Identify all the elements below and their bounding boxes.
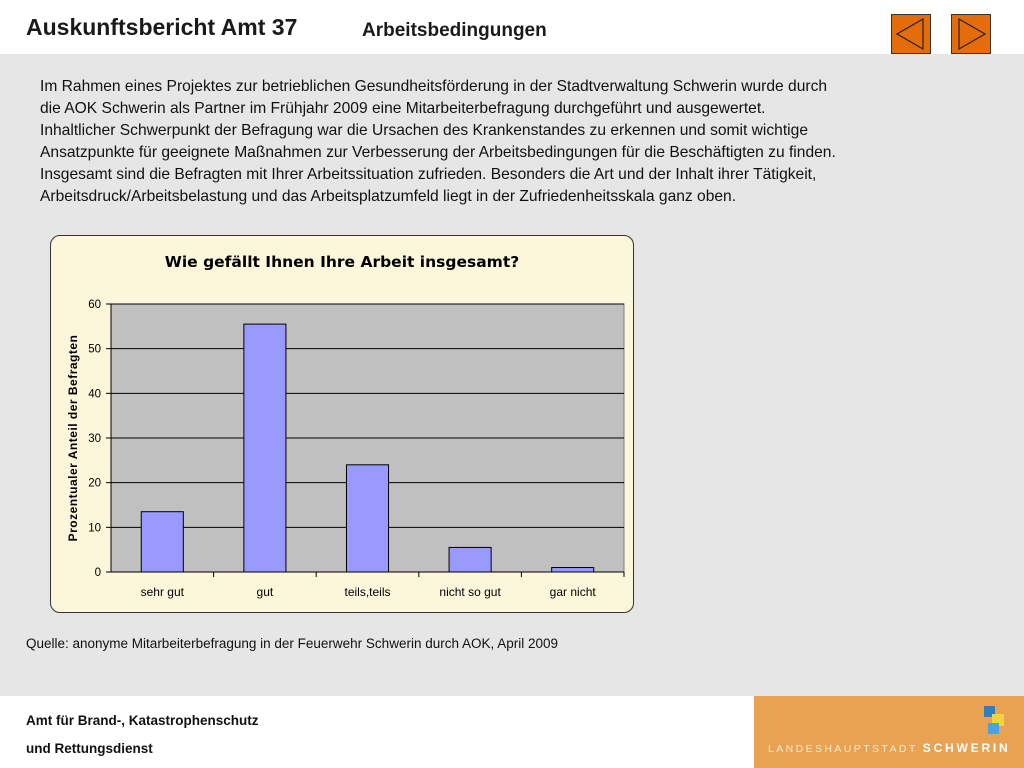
chart-container (50, 235, 634, 613)
page-title: Auskunftsbericht Amt 37 (26, 14, 298, 40)
footer-department-line2: und Rettungsdienst (26, 741, 153, 756)
arrow-left-icon (892, 15, 930, 53)
x-tick-label: sehr gut (140, 585, 184, 599)
intro-text (40, 76, 980, 208)
next-slide-button[interactable] (951, 14, 991, 54)
x-tick-label: gar nicht (549, 585, 596, 599)
page-subtitle: Arbeitsbedingungen (362, 20, 547, 41)
x-tick-label: teils,teils (344, 585, 391, 599)
intro-line: Arbeitsdruck/Arbeitsbelastung und das Arbeitsplatzumfeld liegt in der Zufriedenheitsskala ganz oben. (40, 188, 737, 205)
intro-line: Im Rahmen eines Projektes zur betrieblichen Gesundheitsförderung in der Stadtverwaltung Schwerin wurde durch (40, 78, 828, 95)
footer (0, 696, 1024, 768)
logo-squares-icon (980, 704, 1010, 738)
y-tick-label: 10 (88, 522, 101, 535)
bar (244, 324, 286, 572)
footer-department-line1: Amt für Brand-, Katastrophenschutz (26, 713, 259, 728)
logo-text (768, 741, 1011, 755)
x-tick-label: gut (256, 585, 274, 599)
bar-chart (51, 236, 633, 612)
intro-line: Inhaltlicher Schwerpunkt der Befragung war die Ursachen des Krankenstandes zu erkennen und somit wichtige (40, 122, 808, 139)
bar (449, 547, 491, 572)
logo-prefix: LANDESHAUPTSTADT (768, 743, 918, 755)
city-logo (754, 696, 1024, 768)
content-area (0, 54, 1024, 696)
y-tick-label: 20 (88, 477, 101, 490)
intro-line: die AOK Schwerin als Partner im Frühjahr 2009 eine Mitarbeiterbefragung durchgeführt und ausgewertet. (40, 100, 766, 117)
x-tick-label: nicht so gut (439, 585, 501, 599)
y-tick-label: 50 (88, 343, 101, 356)
bar (346, 465, 388, 572)
previous-slide-button[interactable] (891, 14, 931, 54)
y-tick-label: 0 (94, 567, 101, 579)
logo-name: SCHWERIN (922, 741, 1011, 755)
header (0, 0, 1024, 54)
intro-line: Insgesamt sind die Befragten mit Ihrer Arbeitssituation zufrieden. Besonders die Art und der Inhalt ihrer Tätigkeit, (40, 166, 817, 183)
chart-title: Wie gefällt Ihnen Ihre Arbeit insgesamt? (164, 253, 520, 271)
intro-line: Ansatzpunkte für geeignete Maßnahmen zur Verbesserung der Arbeitsbedingungen für die Beschäftigten zu finden. (40, 144, 836, 161)
y-axis-label: Prozentualer Anteil der Befragten (66, 334, 80, 542)
source-note: Quelle: anonyme Mitarbeiterbefragung in der Feuerwehr Schwerin durch AOK, April 2009 (26, 636, 559, 651)
y-tick-label: 30 (88, 433, 101, 445)
bar (141, 512, 183, 572)
bar (552, 568, 594, 572)
y-tick-label: 40 (88, 388, 101, 401)
y-tick-label: 60 (88, 299, 101, 311)
arrow-right-icon (952, 15, 990, 53)
